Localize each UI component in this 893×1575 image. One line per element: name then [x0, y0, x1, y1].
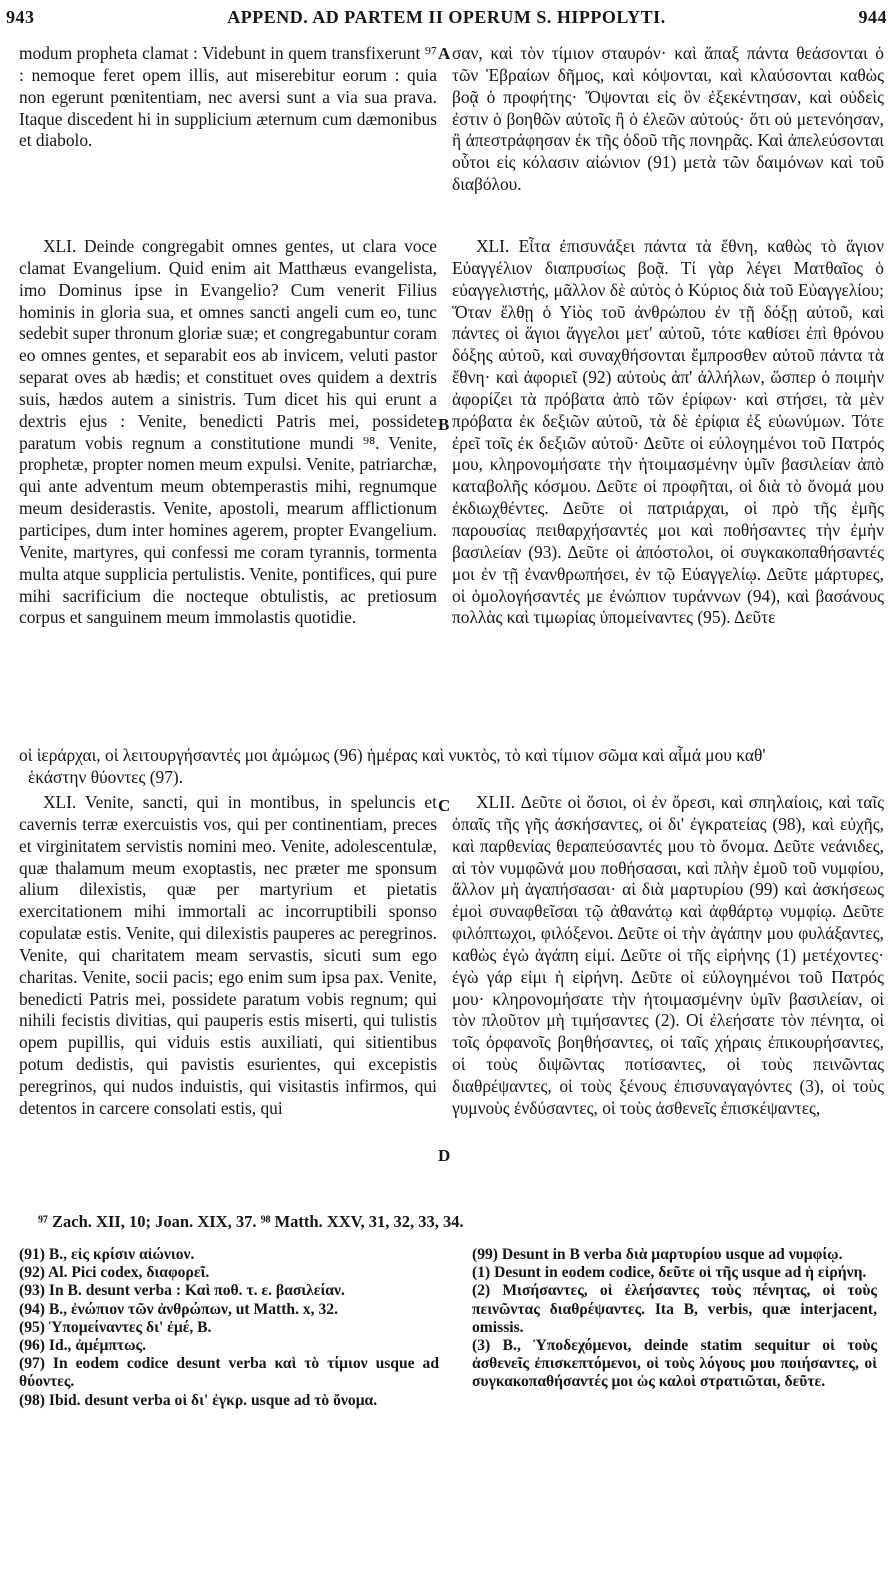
- margin-marker-a: A: [438, 44, 451, 63]
- greek-column-block-2: [452, 236, 884, 742]
- latin-paragraph-1: modum propheta clamat : Videbunt in quem transfixerunt ⁹⁷ : nemoque feret opem illis, aut miserebitur eorum : quia non egerunt pœnitentiam, nec aversi sunt a via sua prava. Itaque discedent hi in supplicium æternum cum dæmonibus et diabolo.: [19, 43, 437, 151]
- footnote-2: (2) Μισήσαντες, οἱ ἐλεήσαντες τοὺς πένητας, οἱ τοὺς πεινῶντας διαθρέψαντες. Ita B, verbis, quæ interjacent, omissis.: [472, 1282, 877, 1336]
- greek-column-block-1: [452, 43, 884, 219]
- latin-column-block-2: [19, 236, 437, 742]
- latin-column-block-3: [19, 792, 437, 1190]
- running-title: APPEND. AD PARTEM II OPERUM S. HIPPOLYTI.: [227, 7, 666, 27]
- page-number-right: 944: [858, 7, 887, 27]
- footnote-93: (93) In B. desunt verba : Καὶ ποθ. τ. ε. βασιλείαν.: [19, 1282, 345, 1300]
- margin-marker-d: D: [438, 1146, 451, 1165]
- footnote-98: (98) Ibid. desunt verba οἱ δι' ἐγκρ. usque ad τὸ ὄνομα.: [19, 1391, 378, 1409]
- footnote-99: (99) Desunt in B verba διὰ μαρτυρίου usque ad νυμφίῳ.: [472, 1246, 843, 1263]
- footnote-91: (91) B., εἰς κρίσιν αἰώνιον.: [19, 1246, 195, 1263]
- footnote-1: (1) Desunt in eodem codice, δεῦτε οἱ τῆς usque ad ἡ εἰρήνη.: [472, 1264, 867, 1282]
- latin-paragraph-2: XLI. Deinde congregabit omnes gentes, ut clara voce clamat Evangelium. Quid enim ait Matthæus evangelista, imo Dominus ipse in Evangelio? Cum venerit Filius hominis in gloria sua, et omnes sancti angeli cum eo, tunc sedebit super thronum gloriæ suæ; et congregabuntur coram eo omnes gentes, et separabit eos ab invicem, veluti pastor separat oves ab hædis; et constituet oves quidem a dextris suis, hædos autem a sinistris. Tum dicet his qui erunt a dextris ejus : Venite, benedicti Patris mei, possidete paratum vobis regnum a constitutione mundi ⁹⁸. Venite, prophetæ, propter nomen meum expulsi. Venite, patriarchæ, qui ante adventum meum obtemperastis mihi, regnumque meum desiderastis. Venite, apostoli, mearum afflictionum participes, dum inter homines agerem, propter Evangelium. Venite, martyres, qui confessi me coram tyrannis, tormenta multa atque supplicia pertulistis. Venite, pontifices, qui pure mihi sacrificium die nocteque obtulistis, ac pretiosum corpus et sanguinem meum immolastis quotidie.: [19, 236, 437, 628]
- scripture-references: ⁹⁷ Zach. XII, 10; Joan. XIX, 37. ⁹⁸ Matth. XXV, 31, 32, 33, 34.: [38, 1212, 464, 1231]
- greek-paragraph-2: XLI. Εἶτα ἐπισυνάξει πάντα τὰ ἔθνη, καθὼς τὸ ἅγιον Εὐαγγέλιον διαπρυσίως βοᾷ. Τί γὰρ λέγει Ματθαῖος ὁ εὐαγγελιστής, μᾶλλον δὲ αὐτὸς ὁ Κύριος διὰ τοῦ Εὐαγγελίου; Ὅταν ἔλθῃ ὁ Υἱὸς τοῦ ἀνθρώπου ἐν τῇ δόξῃ αὐτοῦ, καὶ πάντες οἱ ἅγιοι ἄγγελοι μετ' αὐτοῦ, τότε καθίσει ἐπὶ θρόνου δόξης αὐτοῦ, καὶ συναχθήσονται ἔμπροσθεν αὐτοῦ πάντα τὰ ἔθνη· καὶ ἀφοριεῖ (92) αὐτοὺς ἀπ' ἀλλήλων, ὥσπερ ὁ ποιμὴν ἀφορίζει τὰ πρόβατα ἀπὸ τῶν ἐρίφων· καὶ στήσει, τὰ μὲν πρόβατα ἐκ δεξιῶν αὐτοῦ, τὰ δὲ ἐρίφια ἐξ εὐωνύμων. Τότε ἐρεῖ τοῖς ἐκ δεξιῶν αὐτοῦ· Δεῦτε οἱ εὐλογημένοι τοῦ Πατρός μου, κληρονομήσατε τὴν ἡτοιμασμένην ὑμῖν βασιλείαν ἀπὸ καταβολῆς κόσμου. Δεῦτε οἱ προφῆται, οἱ διὰ τὸ ὄνομά μου ἐκδιωχθέντες. Δεῦτε οἱ πατριάρχαι, οἱ πρὸ τῆς ἐμῆς παρουσίας πειθαρχήσαντές μοι καὶ ποθήσαντες τὴν ἐμὴν βασιλείαν (93). Δεῦτε οἱ ἀπόστολοι, οἱ συγκακοπαθήσαντές μοι ἐν τῇ ἐνανθρωπήσει, ἐν τῷ Εὐαγγελίῳ. Δεῦτε μάρτυρες, οἱ ὁμολογήσαντές με ἐνώπιον τυράννων (94), καὶ βασάνους πολλὰς καὶ τιμωρίας ὑπομείναντες (95). Δεῦτε: [452, 236, 884, 628]
- greek-column-block-3: [452, 792, 884, 1190]
- full-width-line-1: οἱ ἱεράρχαι, οἱ λειτουργήσαντές μοι ἀμώμως (96) ἡμέρας καὶ νυκτὸς, τὸ καὶ τίμιον σῶμα καὶ αἷμά μου καθ': [19, 745, 766, 765]
- latin-paragraph-3: XLI. Venite, sancti, qui in montibus, in speluncis et cavernis terræ exercuistis vos, qui per continentiam, preces et virginitatem servistis nomini meo. Venite, adolescentulæ, quæ thalamum meum exoptastis, nec præter me sponsum alium dilexistis, quæ per martyrium et pietatis exercitationem mihi immortali ac incorruptibili sponso copulatæ estis. Venite, qui dilexistis pauperes ac peregrinos. Venite, qui charitatem meam servastis, sicuti sum ego charitas. Venite, socii pacis; ego enim sum ipsa pax. Venite, benedicti Patris mei, possidete paratum vobis regnum; qui nihili fecistis divitias, qui pauperis estis miserti, qui tulistis opem pupillis, qui viduis estis auxiliati, qui sitientibus potum dedistis, qui pavistis esurientes, qui excepistis peregrinos, qui nudos induistis, qui visitastis infirmos, qui detentos in carcere consolati estis, qui: [19, 792, 437, 1118]
- full-width-line-2: ἑκάστην θύοντες (97).: [28, 767, 184, 787]
- footnote-96: (96) Id., ἀμέμπτως.: [19, 1337, 146, 1355]
- margin-marker-b: B: [438, 415, 450, 434]
- greek-paragraph-1: σαν, καὶ τὸν τίμιον σταυρόν· καὶ ἅπαξ πάντα θεάσονται ὁ τῶν Ἑβραίων δῆμος, καὶ κόψονται, καὶ κλαύσονται καθὼς βοᾷ ὁ προφήτης· Ὄψονται εἰς ὃν ἐξεκέντησαν, καὶ οὐδεὶς ἐστιν ὁ βοηθῶν αὐτοῖς ἢ ὁ ἐλεῶν αὐτούς· ὅτι οὐ μετενόησαν, ἢ ἀπεστράφησαν ἐκ τῆς ὁδοῦ τῆς πονηρᾶς. Καὶ ἀπελεύσονται οὗτοι εἰς κόλασιν αἰώνιον (91) μετὰ τῶν δαιμόνων καὶ τοῦ διαβόλου.: [452, 43, 884, 195]
- footnotes-right: [472, 1246, 877, 1392]
- footnote-94: (94) B., ἐνώπιον τῶν ἀνθρώπων, ut Matth. x, 32.: [19, 1300, 338, 1318]
- latin-column-block-1: [19, 43, 437, 197]
- footnote-95: (95) Ὑπομείναντες δι' ἐμέ, B.: [19, 1318, 212, 1336]
- footnote-3: (3) B., Ὑποδεχόμενοι, deinde statim sequitur οἱ τοὺς ἀσθενεῖς ἐπισκεπτόμενοι, οἱ τοὺς λόγους μου ποιήσαντες, οἱ συγκακοπαθήσαντές μοι ὡς καλοὶ στρατιῶται, δεῦτε.: [472, 1337, 877, 1391]
- page-number-left: 943: [6, 7, 35, 27]
- footnote-92: (92) Al. Pici codex, διαφορεῖ.: [19, 1264, 210, 1282]
- footnote-97: (97) In eodem codice desunt verba καὶ τὸ τίμιον usque ad θύοντες.: [19, 1355, 439, 1391]
- greek-paragraph-3: XLII. Δεῦτε οἱ ὅσιοι, οἱ ἐν ὄρεσι, καὶ σπηλαίοις, καὶ ταῖς ὀπαῖς τῆς γῆς ἀσκήσαντες, οἱ δι' ἐγκρατείας (98), καὶ εὐχῆς, καὶ παρθενίας θεραπεύσαντές μου τὸ ὄνομα. Δεῦτε νεάνιδες, αἱ τὸν νυμφῶνά μου ποθήσασαι, καὶ πλὴν ἐμοῦ τοῦ νυμφίου, ἄλλον μὴ ἀγαπήσασαι· αἱ διὰ μαρτυρίου (99) καὶ ἀσκήσεως ἐμοὶ συναφθεῖσαι τῷ ἀθανάτῳ καὶ ἀφθάρτῳ νυμφίῳ. Δεῦτε φιλόπτωχοι, φιλόξενοι. Δεῦτε οἱ τὴν ἀγάπην μου φυλάξαντες, καθὼς ἐγὼ ἀγάπη εἰμί. Δεῦτε οἱ τῆς εἰρήνης (1) μετέχοντες· ἐγὼ γάρ εἰμι ἡ εἰρήνη. Δεῦτε οἱ εὐλογημένοι τοῦ Πατρός μου· κληρονομήσατε τὴν ἡτοιμασμένην ὑμῖν βασιλείαν, οἱ τὸν πλοῦτον μὴ τιμήσαντες (2). Οἱ ἐλεήσατε τὸν πένητα, οἱ τοῖς ὀρφανοῖς βοηθήσαντες, οἱ ταῖς χήραις ἐπικουρήσαντες, οἱ τοὺς διψῶντας ποτίσαντες, οἱ τοὺς πεινῶντας διαθρέψαντες, οἱ τοὺς ξένους ἐπισυναγαγόντες (3), οἱ τοὺς γυμνοὺς ἐνδύσαντες, οἱ τοὺς ἀσθενεῖς ἐπισκέψαντες,: [452, 792, 884, 1118]
- running-header: [6, 2, 887, 32]
- footnotes-left: [19, 1246, 439, 1410]
- margin-marker-c: C: [438, 796, 451, 815]
